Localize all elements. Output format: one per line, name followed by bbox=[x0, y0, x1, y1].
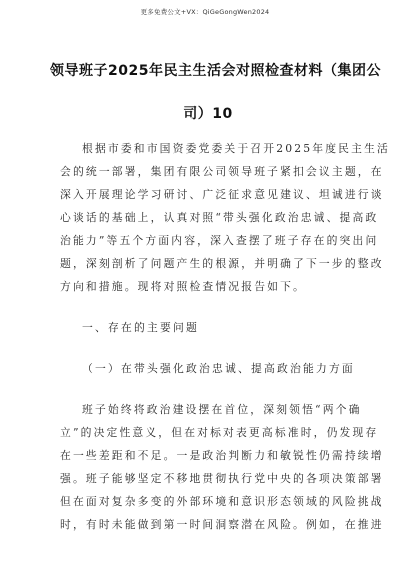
body-paragraph-line: 在一些差距和不足。一是政治判断力和敏锐性仍需持续增 bbox=[60, 449, 384, 462]
subsection-heading: （一）在带头强化政治忠诚、提高政治能力方面 bbox=[82, 362, 355, 375]
body-paragraph-line: 班子始终将政治建设摆在首位，深刻领悟“两个确 bbox=[82, 403, 362, 416]
intro-paragraph-line: 深入开展理论学习研讨、广泛征求意见建议、坦诚进行谈 bbox=[60, 188, 384, 201]
intro-paragraph-line: 心谈话的基础上，认真对照“带头强化政治忠诚、提高政 bbox=[60, 211, 379, 224]
intro-paragraph-line: 会的统一部署，集团有限公司领导班子紧扣会议主题，在 bbox=[60, 165, 384, 178]
body-paragraph-line: 强。班子能够坚定不移地贯彻执行党中央的各项决策部署 bbox=[60, 472, 384, 485]
intro-paragraph-line: 方向和措施。现将对照检查情况报告如下。 bbox=[60, 280, 306, 293]
intro-paragraph-line: 题，深刻剖析了问题产生的根源，并明确了下一步的整改 bbox=[60, 257, 384, 270]
section-heading: 一、存在的主要问题 bbox=[82, 321, 199, 334]
body-paragraph-line: 时，有时未能做到第一时间洞察潜在风险。例如，在推进 bbox=[60, 518, 384, 531]
header-note: 更多免费公文+VX：QiGeGongWen2024 bbox=[140, 8, 270, 16]
intro-paragraph-line: 治能力”等五个方面内容，深入查摆了班子存在的突出问 bbox=[60, 234, 379, 247]
body-paragraph-line: 但在面对复杂多变的外部环境和意识形态领域的风险挑战 bbox=[60, 495, 384, 508]
document-title-line-2: 司）10 bbox=[183, 106, 233, 122]
intro-paragraph-line: 根据市委和市国资委党委关于召开2025年度民主生活 bbox=[82, 142, 390, 155]
body-paragraph-line: 立”的决定性意义，但在对标对表更高标准时，仍发现存 bbox=[60, 426, 379, 439]
document-title-line-1: 领导班子2025年民主生活会对照检查材料（集团公 bbox=[50, 63, 381, 79]
